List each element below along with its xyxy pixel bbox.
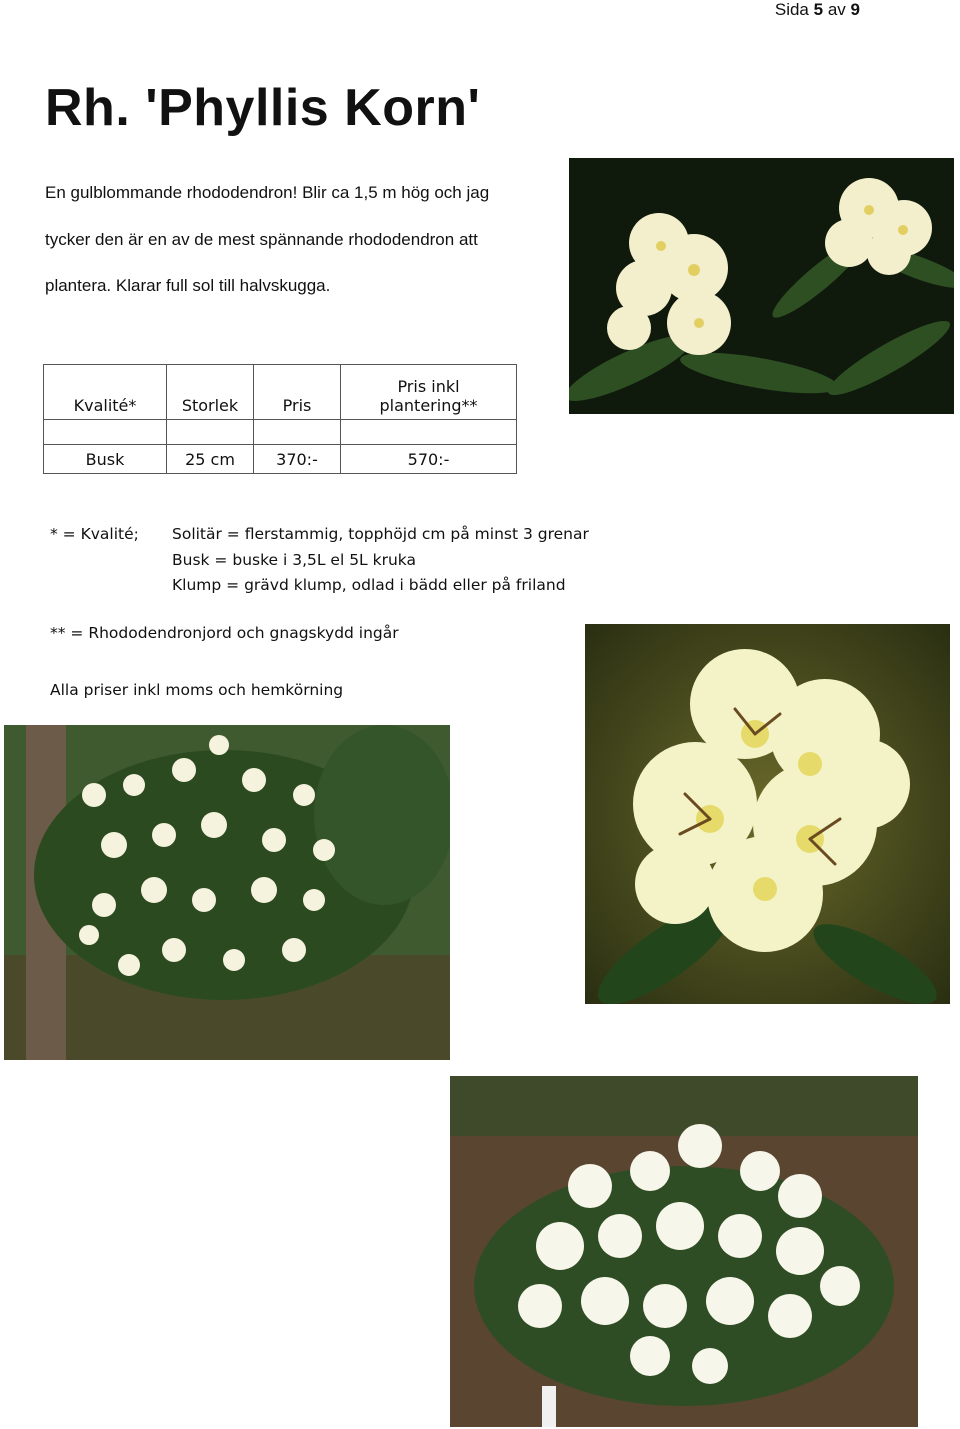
intro-line-1: En gulblommande rhododendron! Blir ca 1,5 m hög och jag bbox=[45, 183, 490, 202]
header-price: Pris bbox=[254, 365, 341, 420]
header-price-planting-line2: plantering** bbox=[379, 396, 478, 415]
legend-line-3: Klump = grävd klump, odlad i bädd eller på friland bbox=[172, 576, 566, 594]
price-table bbox=[43, 364, 517, 474]
page-number bbox=[775, 0, 860, 20]
page-of: av bbox=[827, 0, 846, 19]
legend-line-2: Busk = buske i 3,5L el 5L kruka bbox=[172, 551, 416, 569]
cell-quality: Busk bbox=[44, 445, 167, 474]
page-current: 5 bbox=[813, 0, 824, 19]
legend-quality-key: * = Kvalité; bbox=[50, 525, 139, 543]
page-prefix: Sida bbox=[774, 0, 809, 19]
price-data-row bbox=[44, 445, 517, 474]
header-size: Storlek bbox=[167, 365, 254, 420]
cell-price: 370:- bbox=[254, 445, 341, 474]
header-quality: Kvalité* bbox=[44, 365, 167, 420]
photo-flower-trusses bbox=[569, 158, 954, 414]
cell-price-planting: 570:- bbox=[341, 445, 517, 474]
prices-note: Alla priser inkl moms och hemkörning bbox=[50, 681, 344, 699]
photo-low-shrub bbox=[450, 1076, 918, 1427]
photo-flower-closeup bbox=[585, 624, 950, 1004]
intro-line-2: tycker den är en av de mest spännande rhododendron att bbox=[45, 230, 478, 249]
price-empty-row bbox=[44, 420, 517, 445]
page-title: Rh. 'Phyllis Korn' bbox=[45, 79, 481, 137]
legend-footnote: ** = Rhododendronjord och gnagskydd ingår bbox=[50, 624, 399, 642]
price-header-row bbox=[44, 365, 517, 420]
header-price-planting-line1: Pris inkl bbox=[397, 377, 460, 396]
cell-size: 25 cm bbox=[167, 445, 254, 474]
photo-shrub bbox=[4, 725, 450, 1060]
legend-line-1: Solitär = flerstammig, topphöjd cm på minst 3 grenar bbox=[172, 525, 589, 543]
intro-line-3: plantera. Klarar full sol till halvskugga. bbox=[45, 276, 331, 295]
header-price-planting bbox=[341, 365, 517, 420]
page-total: 9 bbox=[850, 0, 860, 19]
